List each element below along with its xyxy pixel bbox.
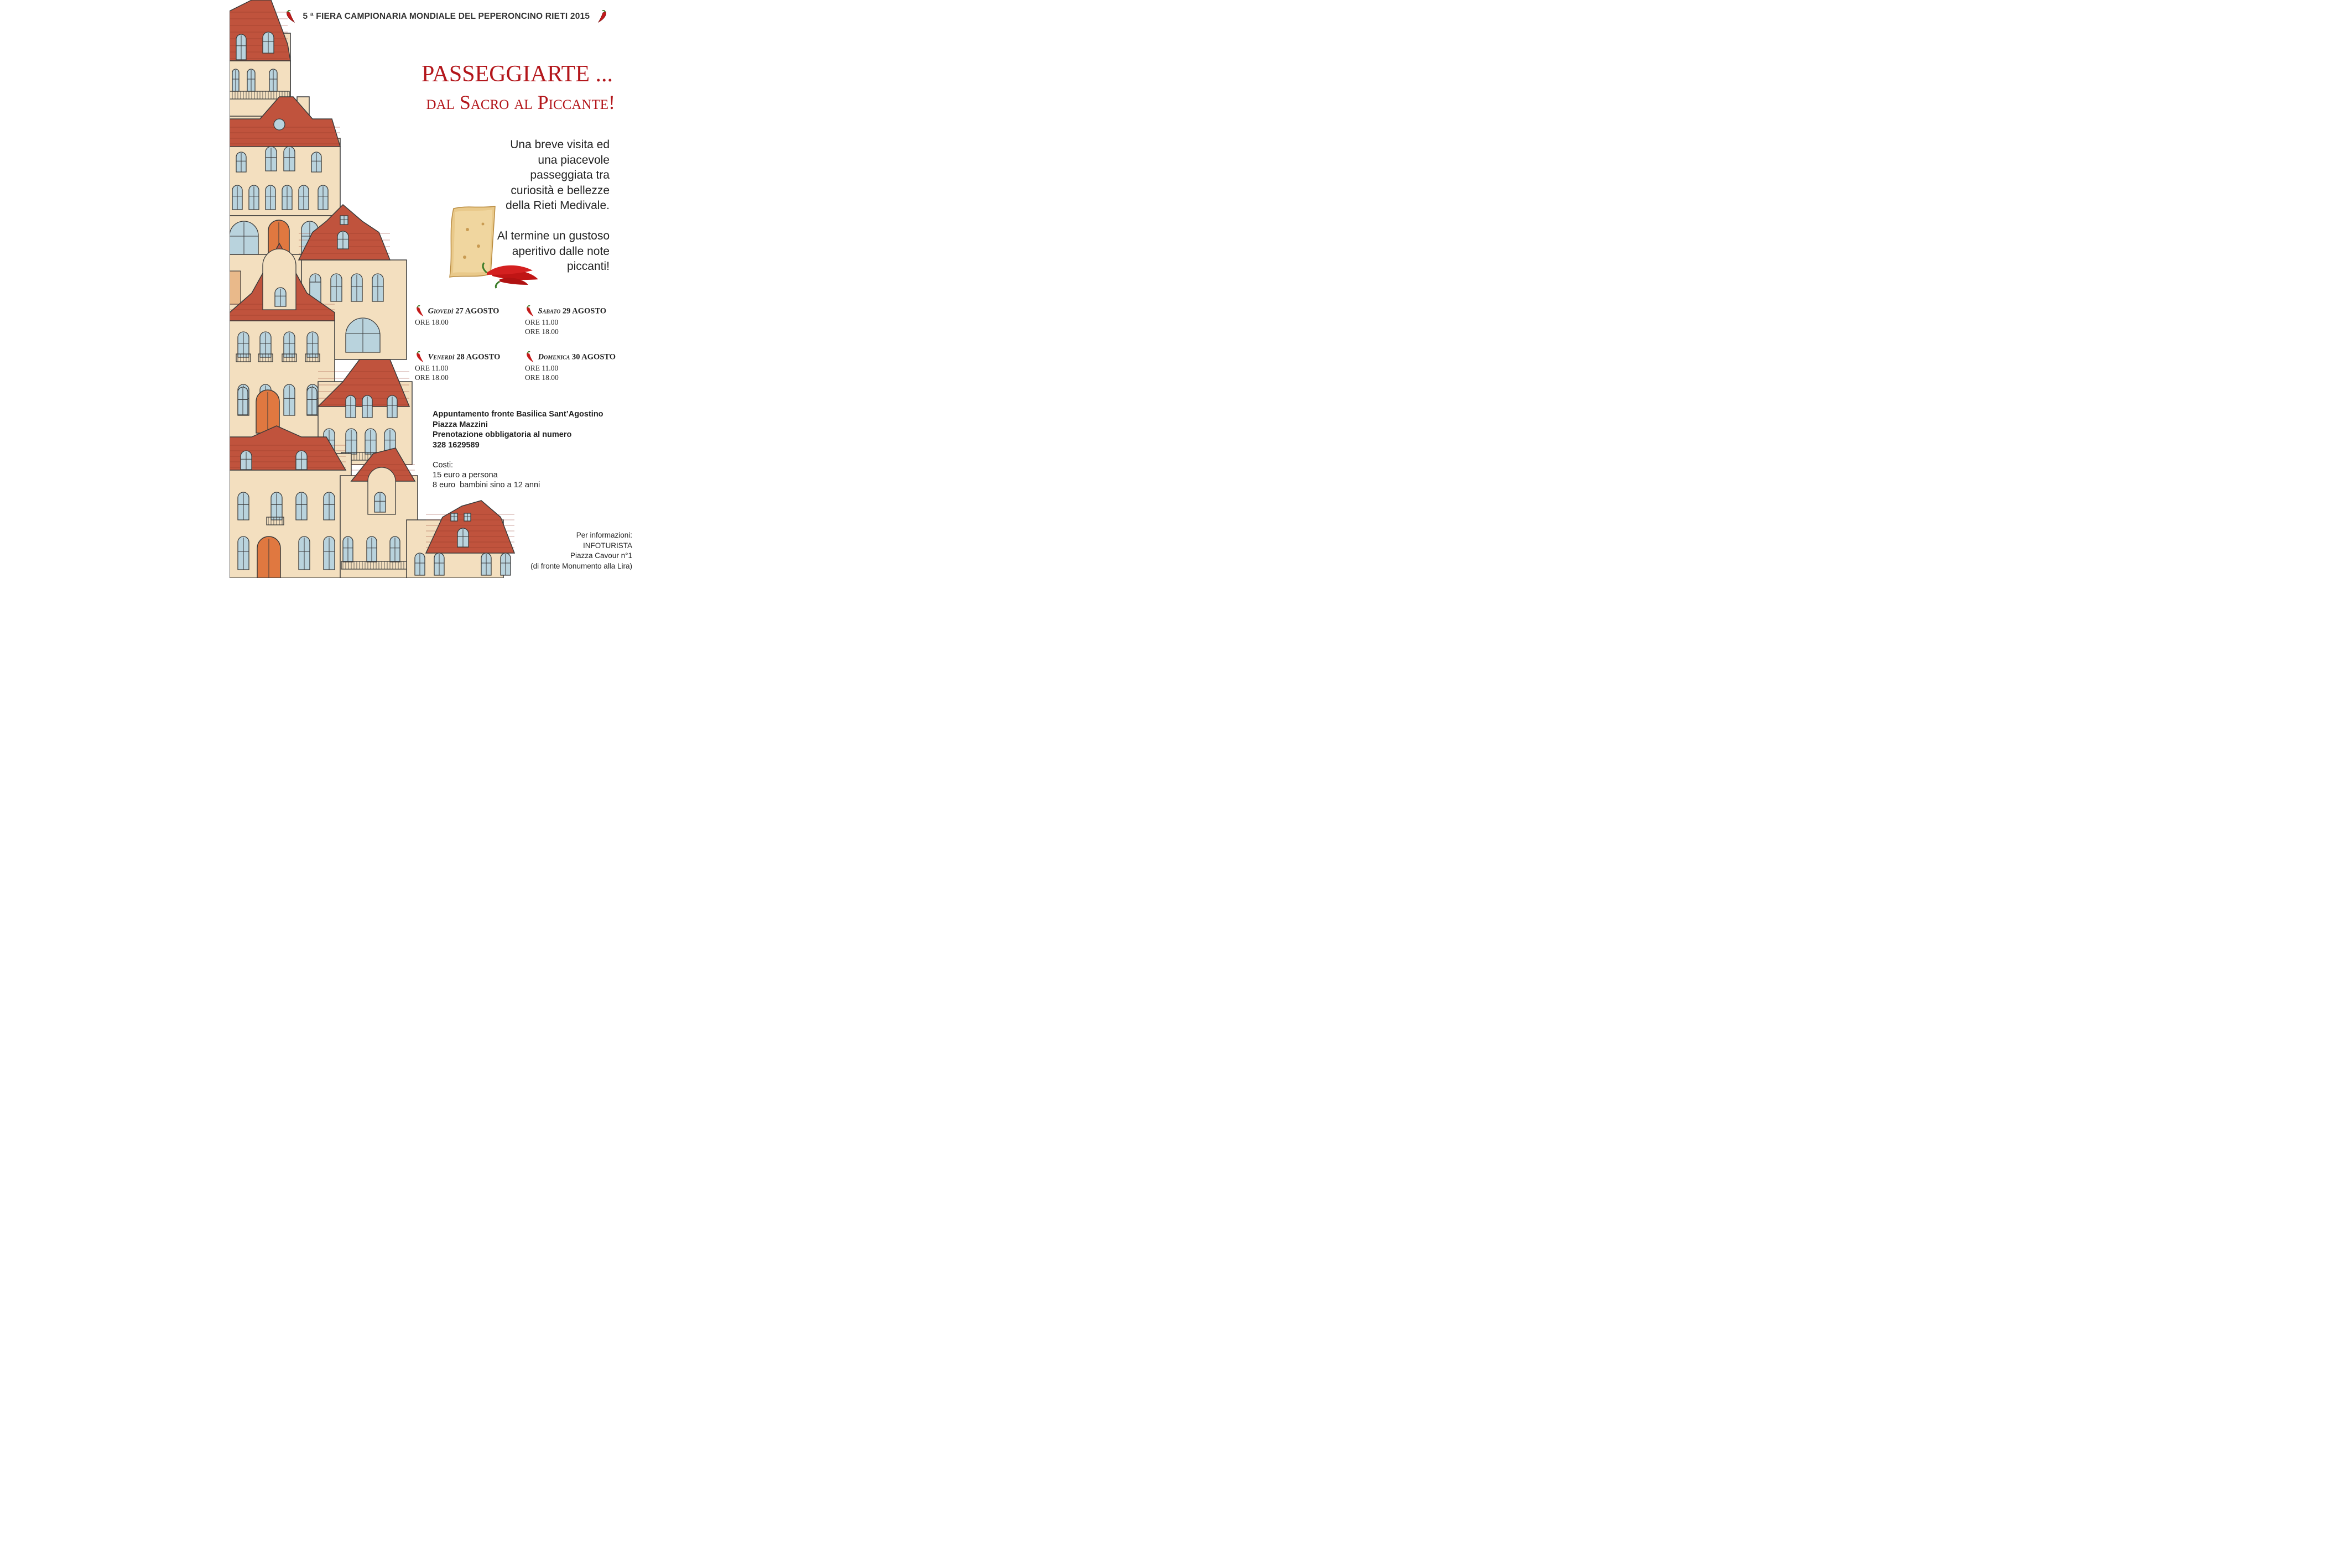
intro-line: passeggiata tra: [530, 169, 610, 181]
chili-pepper-icon: [596, 10, 608, 23]
header-text: 5 ª FIERA CAMPIONARIA MONDIALE DEL PEPERONCINO RIETI 2015: [303, 12, 590, 21]
schedule-day: Venerdì: [428, 352, 455, 362]
chili-pepper-icon: [525, 305, 536, 317]
schedule-time: ORE 18.00: [525, 373, 559, 382]
cost-line: 15 euro a persona: [433, 471, 498, 480]
schedule-day-row: [415, 305, 499, 317]
chili-pepper-icon: [415, 351, 426, 363]
phone-number: 328 1629589: [433, 440, 480, 450]
schedule-item-domenica: [525, 351, 616, 382]
contact-line: Piazza Cavour n°1: [570, 551, 632, 560]
intro-line: una piacevole: [538, 153, 610, 166]
schedule-time: ORE 11.00: [525, 318, 559, 326]
intro-line: curiosità e bellezze: [511, 184, 610, 197]
schedule-date: 28 AGOSTO: [456, 352, 501, 362]
intro-text: [433, 137, 610, 213]
appointment-line: Appuntamento fronte Basilica Sant’Agostino: [433, 410, 603, 419]
aperitivo-line: aperitivo dalle note: [512, 244, 610, 258]
chili-pepper-icon: [285, 10, 297, 23]
schedule-date: 29 AGOSTO: [562, 306, 607, 316]
schedule-item-venerdi: [415, 351, 500, 382]
intro-line: della Rieti Medivale.: [506, 199, 610, 212]
round-window: [274, 119, 285, 130]
contact-line: INFOTURISTA: [583, 541, 632, 550]
schedule-time: ORE 11.00: [415, 364, 449, 372]
title-line-2: dal Sacro al Piccante!: [426, 91, 615, 113]
contact-info: [530, 530, 632, 571]
header-banner: [285, 10, 617, 23]
building-roof: [426, 501, 514, 553]
contact-line: Per informazioni:: [576, 531, 632, 539]
awning: [230, 271, 241, 304]
schedule-day: Sabato: [538, 306, 561, 316]
schedule-time: ORE 18.00: [525, 327, 559, 336]
costs-label: Costi:: [433, 461, 454, 470]
appointment-info: [433, 409, 603, 450]
schedule-day: Giovedì: [428, 306, 454, 316]
schedule-time: ORE 18.00: [415, 373, 449, 382]
cost-line: 8 euro bambini sino a 12 anni: [433, 481, 540, 489]
schedule-day-row: [525, 305, 606, 317]
aperitivo-text: [433, 228, 610, 274]
schedule-item-giovedi: [415, 305, 499, 327]
title-line-1: PASSEGGIARTE ...: [422, 61, 613, 87]
appointment-line: Prenotazione obbligatoria al numero: [433, 430, 572, 439]
schedule-date: 30 AGOSTO: [571, 352, 616, 362]
chili-pepper-icon: [415, 305, 426, 317]
aperitivo-line: Al termine un gustoso: [497, 230, 610, 242]
appointment-line: Piazza Mazzini: [433, 420, 488, 429]
intro-line: Una breve visita ed: [510, 138, 610, 151]
schedule-item-sabato: [525, 305, 606, 336]
schedule-day: Domenica: [538, 352, 570, 362]
schedule-day-row: [415, 351, 500, 363]
aperitivo-line: piccanti!: [566, 260, 610, 273]
costs-info: [433, 460, 540, 490]
schedule-time: ORE 11.00: [525, 364, 559, 372]
schedule-date: 27 AGOSTO: [455, 306, 499, 316]
poster: [230, 0, 636, 578]
schedule-day-row: [525, 351, 616, 363]
chili-pepper-icon: [525, 351, 536, 363]
contact-line: (di fronte Monumento alla Lira): [530, 561, 632, 570]
schedule-time: ORE 18.00: [415, 318, 449, 326]
